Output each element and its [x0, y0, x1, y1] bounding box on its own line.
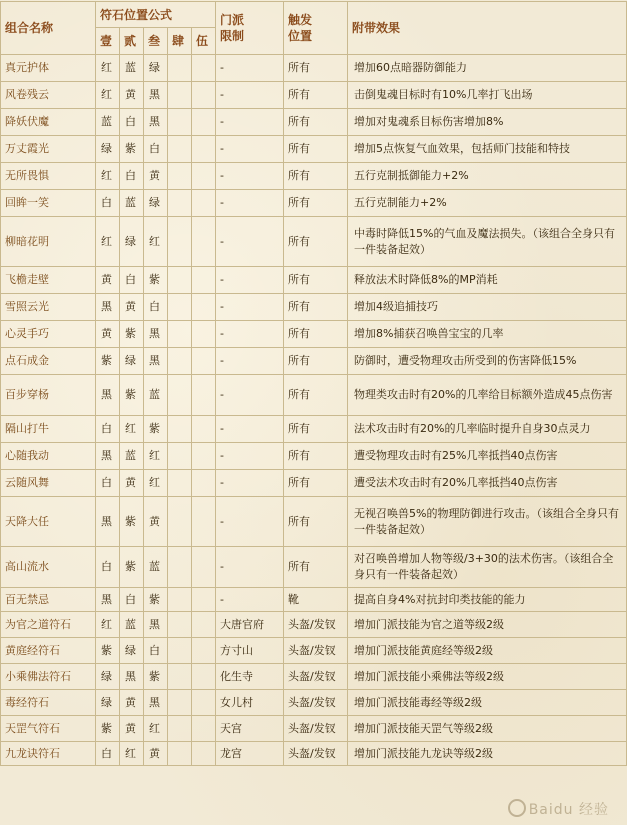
effect-cell: 法术攻击时有20%的几率临时提升自身30点灵力: [348, 416, 627, 443]
slot-4: [168, 217, 192, 267]
trigger-cell: 所有: [284, 321, 348, 348]
trigger-cell: 所有: [284, 470, 348, 497]
table-row: [1, 217, 627, 267]
header-slot-4: 肆: [168, 28, 192, 55]
slot-5: [192, 497, 216, 547]
slot-4: [168, 547, 192, 588]
table-row: [1, 547, 627, 588]
slot-2: 红: [120, 416, 144, 443]
slot-1: 紫: [96, 348, 120, 375]
header-slot-1: 壹: [96, 28, 120, 55]
slot-3: 红: [144, 443, 168, 470]
effect-cell: 增加对鬼魂系目标伤害增加8%: [348, 109, 627, 136]
slot-5: [192, 321, 216, 348]
slot-1: 黑: [96, 443, 120, 470]
school-cell: -: [216, 348, 284, 375]
school-cell: 龙宫: [216, 742, 284, 766]
header-trigger-line1: 触发: [288, 13, 313, 27]
row-name: 隔山打牛: [1, 416, 96, 443]
slot-4: [168, 321, 192, 348]
effect-cell: 无视召唤兽5%的物理防御进行攻击。（该组合全身只有一件装备起效）: [348, 497, 627, 547]
header-row-1: [1, 2, 627, 28]
slot-5: [192, 82, 216, 109]
school-cell: -: [216, 443, 284, 470]
school-cell: -: [216, 416, 284, 443]
slot-5: [192, 267, 216, 294]
trigger-cell: 所有: [284, 163, 348, 190]
effect-cell: 对召唤兽增加人物等级/3+30的法术伤害。（该组合全身只有一件装备起效）: [348, 547, 627, 588]
school-cell: 方寸山: [216, 638, 284, 664]
slot-2: 紫: [120, 375, 144, 416]
slot-4: [168, 716, 192, 742]
slot-4: [168, 109, 192, 136]
slot-5: [192, 716, 216, 742]
slot-3: 紫: [144, 588, 168, 612]
row-name: 百无禁忌: [1, 588, 96, 612]
school-cell: -: [216, 321, 284, 348]
effect-cell: 增加门派技能毒经等级2级: [348, 690, 627, 716]
row-name: 万丈霞光: [1, 136, 96, 163]
slot-1: 白: [96, 416, 120, 443]
effect-cell: 增加门派技能九龙诀等级2级: [348, 742, 627, 766]
slot-1: 黑: [96, 588, 120, 612]
effect-cell: 增加门派技能小乘佛法等级2级: [348, 664, 627, 690]
effect-cell: 增加门派技能为官之道等级2级: [348, 612, 627, 638]
slot-3: 红: [144, 470, 168, 497]
effect-cell: 提高自身4%对抗封印类技能的能力: [348, 588, 627, 612]
row-name: 百步穿杨: [1, 375, 96, 416]
slot-5: [192, 163, 216, 190]
effect-cell: 中毒时降低15%的气血及魔法损失。（该组合全身只有一件装备起效）: [348, 217, 627, 267]
trigger-cell: 所有: [284, 82, 348, 109]
header-effect: 附带效果: [348, 2, 627, 55]
slot-1: 黑: [96, 497, 120, 547]
slot-4: [168, 375, 192, 416]
row-name: 小乘佛法符石: [1, 664, 96, 690]
slot-3: 绿: [144, 55, 168, 82]
effect-cell: 防御时，遭受物理攻击所受到的伤害降低15%: [348, 348, 627, 375]
table-row: [1, 82, 627, 109]
school-cell: 天宫: [216, 716, 284, 742]
slot-3: 黑: [144, 321, 168, 348]
slot-1: 白: [96, 470, 120, 497]
slot-5: [192, 588, 216, 612]
slot-2: 黄: [120, 716, 144, 742]
slot-2: 紫: [120, 497, 144, 547]
slot-1: 黄: [96, 321, 120, 348]
slot-1: 黑: [96, 294, 120, 321]
table-row: [1, 416, 627, 443]
school-cell: -: [216, 497, 284, 547]
trigger-cell: 所有: [284, 109, 348, 136]
slot-4: [168, 443, 192, 470]
slot-3: 白: [144, 294, 168, 321]
school-cell: -: [216, 588, 284, 612]
slot-4: [168, 470, 192, 497]
slot-4: [168, 690, 192, 716]
slot-5: [192, 470, 216, 497]
school-cell: -: [216, 217, 284, 267]
slot-4: [168, 190, 192, 217]
slot-1: 绿: [96, 690, 120, 716]
table-row: [1, 716, 627, 742]
slot-1: 红: [96, 55, 120, 82]
row-name: 飞檐走壁: [1, 267, 96, 294]
effect-cell: 增加8%捕获召唤兽宝宝的几率: [348, 321, 627, 348]
table-row: [1, 267, 627, 294]
school-cell: -: [216, 82, 284, 109]
row-name: 为官之道符石: [1, 612, 96, 638]
row-name: 九龙诀符石: [1, 742, 96, 766]
slot-1: 白: [96, 547, 120, 588]
effect-cell: 物理类攻击时有20%的几率给目标额外造成45点伤害: [348, 375, 627, 416]
slot-2: 白: [120, 109, 144, 136]
slot-3: 红: [144, 716, 168, 742]
header-slot-3: 叁: [144, 28, 168, 55]
table-row: [1, 163, 627, 190]
slot-3: 绿: [144, 190, 168, 217]
table-row: [1, 55, 627, 82]
slot-3: 红: [144, 217, 168, 267]
slot-5: [192, 217, 216, 267]
slot-4: [168, 416, 192, 443]
slot-4: [168, 163, 192, 190]
slot-3: 黑: [144, 109, 168, 136]
row-name: 真元护体: [1, 55, 96, 82]
trigger-cell: 所有: [284, 547, 348, 588]
slot-4: [168, 497, 192, 547]
slot-5: [192, 136, 216, 163]
slot-4: [168, 638, 192, 664]
slot-1: 紫: [96, 716, 120, 742]
slot-3: 蓝: [144, 547, 168, 588]
slot-2: 黄: [120, 294, 144, 321]
slot-5: [192, 416, 216, 443]
row-name: 雪照云光: [1, 294, 96, 321]
table-row: [1, 136, 627, 163]
table-row: [1, 742, 627, 766]
table-row: [1, 638, 627, 664]
trigger-cell: 所有: [284, 55, 348, 82]
slot-4: [168, 742, 192, 766]
trigger-cell: 所有: [284, 348, 348, 375]
slot-2: 蓝: [120, 190, 144, 217]
slot-2: 黄: [120, 690, 144, 716]
slot-1: 红: [96, 612, 120, 638]
table-row: [1, 294, 627, 321]
effect-cell: 击倒鬼魂目标时有10%几率打飞出场: [348, 82, 627, 109]
slot-3: 蓝: [144, 375, 168, 416]
slot-4: [168, 82, 192, 109]
trigger-cell: 所有: [284, 190, 348, 217]
row-name: 心灵手巧: [1, 321, 96, 348]
table-row: [1, 470, 627, 497]
slot-3: 紫: [144, 664, 168, 690]
school-cell: 大唐官府: [216, 612, 284, 638]
slot-5: [192, 690, 216, 716]
slot-2: 白: [120, 588, 144, 612]
row-name: 天罡气符石: [1, 716, 96, 742]
row-name: 无所畏惧: [1, 163, 96, 190]
slot-2: 紫: [120, 321, 144, 348]
trigger-cell: 靴: [284, 588, 348, 612]
slot-2: 绿: [120, 638, 144, 664]
slot-3: 黑: [144, 690, 168, 716]
table-row: [1, 443, 627, 470]
row-name: 点石成金: [1, 348, 96, 375]
slot-4: [168, 267, 192, 294]
slot-5: [192, 375, 216, 416]
slot-1: 红: [96, 217, 120, 267]
slot-1: 白: [96, 742, 120, 766]
slot-1: 黑: [96, 375, 120, 416]
table-row: [1, 612, 627, 638]
effect-cell: 增加4级追捕技巧: [348, 294, 627, 321]
school-cell: 女儿村: [216, 690, 284, 716]
slot-5: [192, 109, 216, 136]
slot-2: 红: [120, 742, 144, 766]
paw-icon: [508, 799, 526, 817]
slot-4: [168, 136, 192, 163]
slot-3: 黑: [144, 82, 168, 109]
watermark: [508, 799, 609, 819]
slot-1: 绿: [96, 664, 120, 690]
header-formula: 符石位置公式: [96, 2, 216, 28]
effect-cell: 释放法术时降低8%的MP消耗: [348, 267, 627, 294]
header-name: 组合名称: [1, 2, 96, 55]
effect-cell: 增加60点暗器防御能力: [348, 55, 627, 82]
header-slot-5: 伍: [192, 28, 216, 55]
slot-3: 黄: [144, 163, 168, 190]
slot-3: 黑: [144, 348, 168, 375]
table-row: [1, 375, 627, 416]
trigger-cell: 头盔/发钗: [284, 664, 348, 690]
slot-3: 白: [144, 638, 168, 664]
slot-2: 黄: [120, 82, 144, 109]
slot-5: [192, 664, 216, 690]
slot-1: 蓝: [96, 109, 120, 136]
trigger-cell: 所有: [284, 416, 348, 443]
slot-3: 黑: [144, 612, 168, 638]
effect-cell: 增加门派技能天罡气等级2级: [348, 716, 627, 742]
row-name: 高山流水: [1, 547, 96, 588]
slot-2: 紫: [120, 547, 144, 588]
trigger-cell: 所有: [284, 375, 348, 416]
table-row: [1, 321, 627, 348]
trigger-cell: 所有: [284, 497, 348, 547]
header-school-line1: 门派: [220, 13, 245, 27]
trigger-cell: 所有: [284, 443, 348, 470]
slot-2: 蓝: [120, 55, 144, 82]
slot-4: [168, 294, 192, 321]
row-name: 心随我动: [1, 443, 96, 470]
header-trigger-line2: 位置: [288, 29, 313, 43]
header-trigger: [284, 2, 348, 55]
slot-3: 黄: [144, 742, 168, 766]
slot-3: 紫: [144, 267, 168, 294]
trigger-cell: 头盔/发钗: [284, 612, 348, 638]
slot-2: 绿: [120, 217, 144, 267]
slot-5: [192, 612, 216, 638]
slot-4: [168, 664, 192, 690]
row-name: 天降大任: [1, 497, 96, 547]
trigger-cell: 头盔/发钗: [284, 638, 348, 664]
row-name: 毒经符石: [1, 690, 96, 716]
slot-3: 黄: [144, 497, 168, 547]
slot-1: 紫: [96, 638, 120, 664]
school-cell: -: [216, 163, 284, 190]
trigger-cell: 头盔/发钗: [284, 742, 348, 766]
slot-4: [168, 348, 192, 375]
row-name: 降妖伏魔: [1, 109, 96, 136]
slot-2: 黑: [120, 664, 144, 690]
slot-5: [192, 547, 216, 588]
header-school: [216, 2, 284, 55]
slot-2: 绿: [120, 348, 144, 375]
slot-1: 红: [96, 163, 120, 190]
slot-5: [192, 443, 216, 470]
effect-cell: 遭受物理攻击时有25%几率抵挡40点伤害: [348, 443, 627, 470]
slot-5: [192, 638, 216, 664]
slot-2: 蓝: [120, 443, 144, 470]
slot-4: [168, 588, 192, 612]
table-row: [1, 190, 627, 217]
slot-1: 白: [96, 190, 120, 217]
slot-1: 红: [96, 82, 120, 109]
trigger-cell: 所有: [284, 267, 348, 294]
effect-cell: 五行克制抵御能力+2%: [348, 163, 627, 190]
header-school-line2: 限制: [220, 29, 245, 43]
school-cell: -: [216, 375, 284, 416]
effect-cell: 五行克制能力+2%: [348, 190, 627, 217]
slot-3: 白: [144, 136, 168, 163]
school-cell: 化生寺: [216, 664, 284, 690]
slot-4: [168, 55, 192, 82]
school-cell: -: [216, 136, 284, 163]
school-cell: -: [216, 109, 284, 136]
table-row: [1, 588, 627, 612]
slot-5: [192, 55, 216, 82]
slot-2: 紫: [120, 136, 144, 163]
slot-2: 白: [120, 267, 144, 294]
row-name: 云随风舞: [1, 470, 96, 497]
row-name: 柳暗花明: [1, 217, 96, 267]
effect-cell: 增加5点恢复气血效果，包括师门技能和特技: [348, 136, 627, 163]
effect-cell: 增加门派技能黄庭经等级2级: [348, 638, 627, 664]
slot-5: [192, 742, 216, 766]
slot-4: [168, 612, 192, 638]
slot-1: 黄: [96, 267, 120, 294]
slot-2: 黄: [120, 470, 144, 497]
trigger-cell: 头盔/发钗: [284, 690, 348, 716]
trigger-cell: 所有: [284, 136, 348, 163]
school-cell: -: [216, 294, 284, 321]
slot-2: 白: [120, 163, 144, 190]
school-cell: -: [216, 55, 284, 82]
trigger-cell: 所有: [284, 217, 348, 267]
table-row: [1, 348, 627, 375]
table-row: [1, 497, 627, 547]
school-cell: -: [216, 267, 284, 294]
school-cell: -: [216, 547, 284, 588]
table-body: [1, 55, 627, 766]
table-row: [1, 664, 627, 690]
row-name: 风卷残云: [1, 82, 96, 109]
table-row: [1, 690, 627, 716]
slot-5: [192, 294, 216, 321]
slot-3: 紫: [144, 416, 168, 443]
school-cell: -: [216, 190, 284, 217]
row-name: 回眸一笑: [1, 190, 96, 217]
effect-cell: 遭受法术攻击时有20%几率抵挡40点伤害: [348, 470, 627, 497]
trigger-cell: 头盔/发钗: [284, 716, 348, 742]
trigger-cell: 所有: [284, 294, 348, 321]
rune-combo-table: [0, 1, 627, 766]
watermark-text: Baidu 经验: [528, 802, 609, 818]
slot-2: 蓝: [120, 612, 144, 638]
slot-5: [192, 190, 216, 217]
row-name: 黄庭经符石: [1, 638, 96, 664]
slot-5: [192, 348, 216, 375]
slot-1: 绿: [96, 136, 120, 163]
table-row: [1, 109, 627, 136]
school-cell: -: [216, 470, 284, 497]
header-slot-2: 贰: [120, 28, 144, 55]
